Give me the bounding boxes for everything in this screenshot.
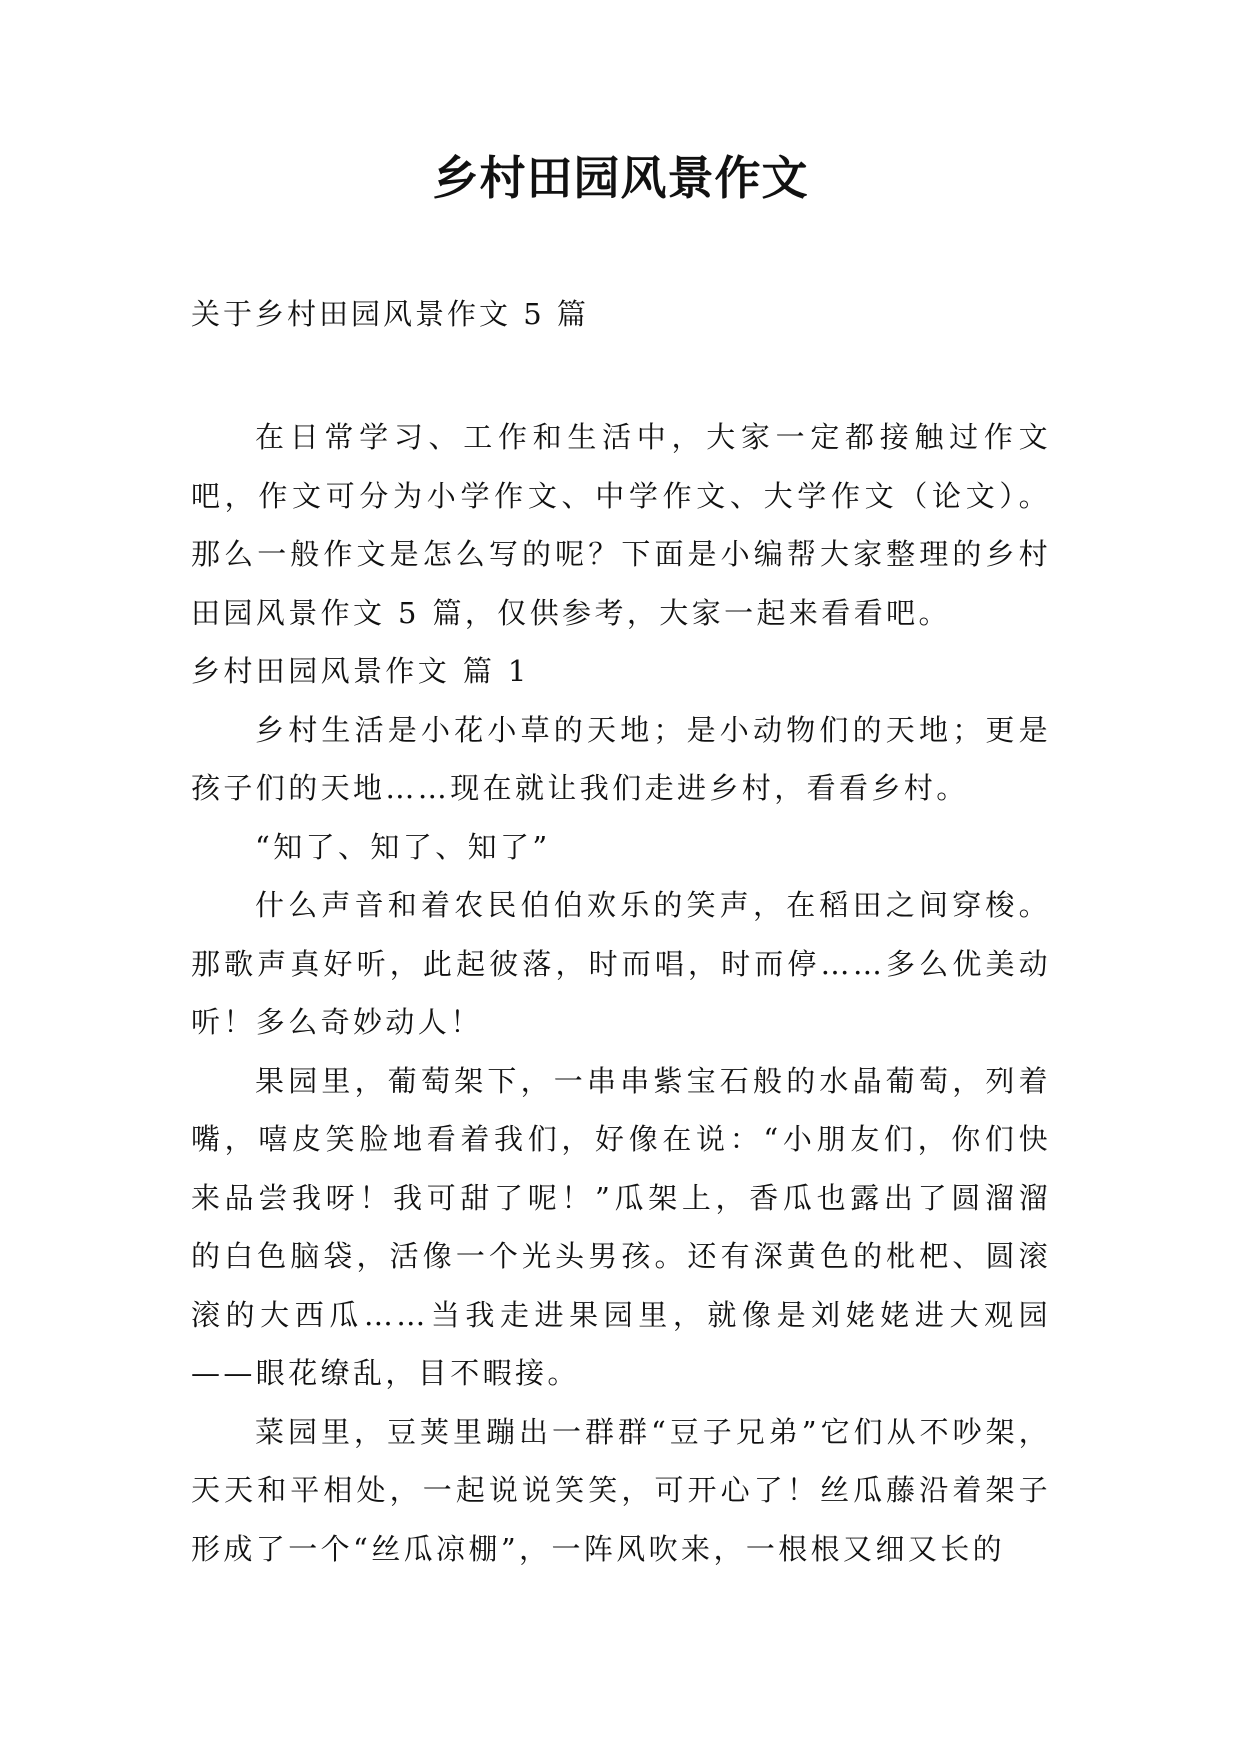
body-paragraph: 乡村生活是小花小草的天地；是小动物们的天地；更是孩子们的天地……现在就让我们走进乡村，看看乡村。 xyxy=(191,712,1051,805)
intro-paragraph: 在日常学习、工作和生活中，大家一定都接触过作文吧，作文可分为小学作文、中学作文、大学作文（论文）。那么一般作文是怎么写的呢？下面是小编帮大家整理的乡村田园风景作文 5 篇，仅供参考，大家一起来看看吧。 xyxy=(191,420,1051,630)
section-heading: 乡村田园风景作文 篇 1 xyxy=(191,654,530,688)
document-title: 乡村田园风景作文 xyxy=(432,151,809,205)
body-paragraph: 什么声音和着农民伯伯欢乐的笑声，在稻田之间穿梭。那歌声真好听，此起彼落，时而唱，时而停……多么优美动听！多么奇妙动人！ xyxy=(191,888,1051,1039)
document-subtitle: 关于乡村田园风景作文 5 篇 xyxy=(191,297,589,331)
body-paragraph: 果园里，葡萄架下，一串串紫宝石般的水晶葡萄，列着嘴，嘻皮笑脸地看着我们，好像在说：“小朋友们，你们快来品尝我呀！我可甜了呢！”瓜架上，香瓜也露出了圆溜溜的白色脑袋，活像一个光头男孩。还有深黄色的枇杷、圆滚滚的大西瓜……当我走进果园里，就像是刘姥姥进大观园——眼花缭乱，目不暇接。 xyxy=(191,1063,1051,1390)
body-paragraph: 菜园里，豆荚里蹦出一群群“豆子兄弟”它们从不吵架，天天和平相处，一起说说笑笑，可开心了！丝瓜藤沿着架子形成了一个“丝瓜凉棚”，一阵风吹来，一根根又细又长的 xyxy=(191,1414,1051,1566)
document-body xyxy=(191,408,1051,1578)
body-paragraph: “知了、知了、知了” xyxy=(255,829,551,864)
